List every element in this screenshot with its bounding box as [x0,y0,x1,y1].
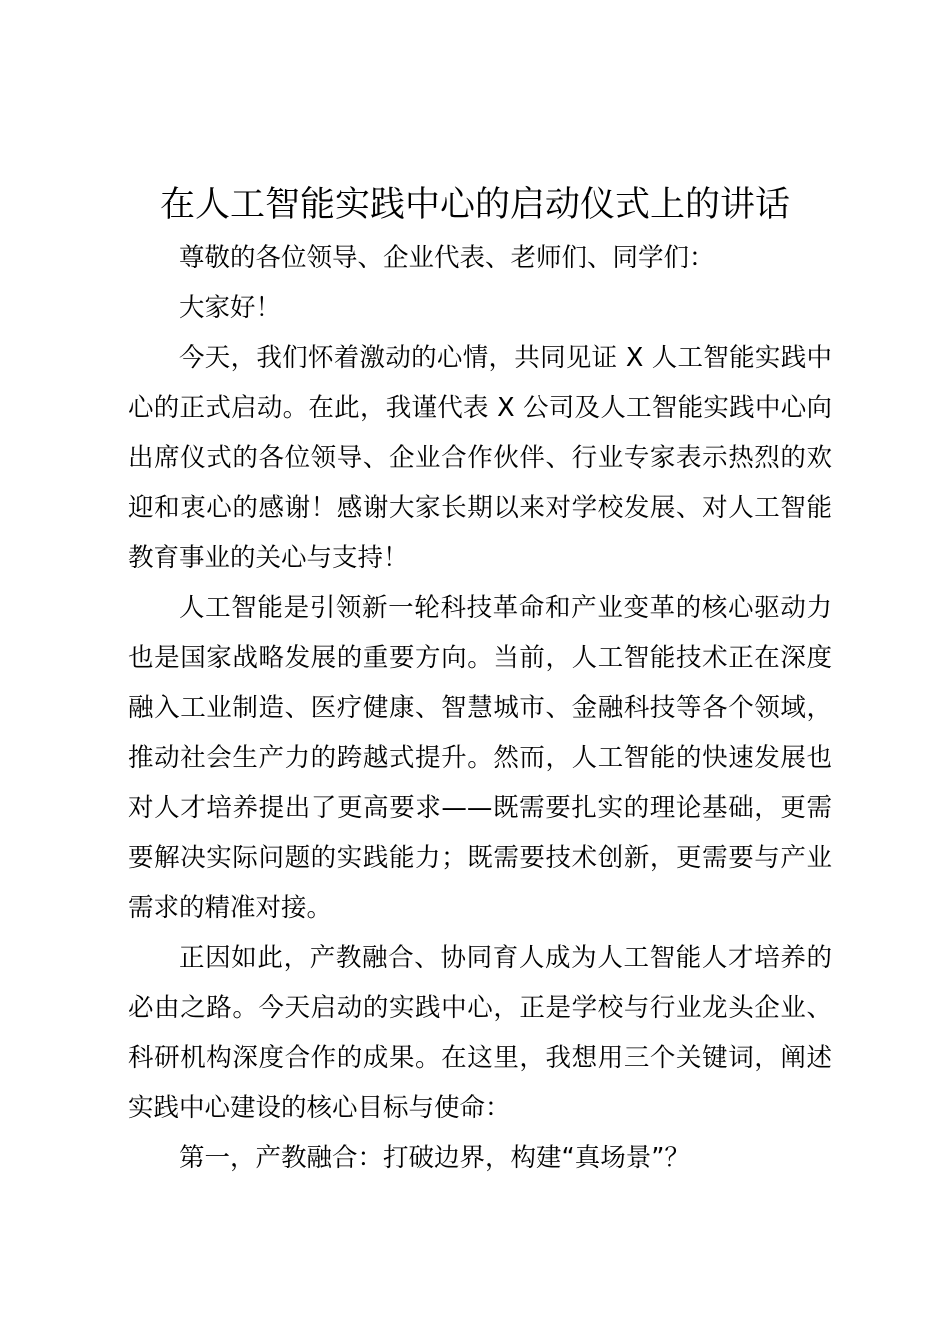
document-body [128,233,832,1183]
section-heading-paragraph: 第一，产教融合：打破边界，构建“真场景”？ [179,1143,690,1173]
document-title: 在人工智能实践中心的启动仪式上的讲话 [159,185,790,225]
greeting-paragraph: 大家好！ [179,293,282,323]
salutation-paragraph: 尊敬的各位领导、企业代表、老师们、同学们： [179,243,715,273]
body-paragraph: 人工智能是引领新一轮科技革命和产业变革的核心驱动力也是国家战略发展的重要方向。当前，人工智能技术正在深度融入工业制造、医疗健康、智慧城市、金融科技等各个领域，推动社会生产力的跨越式提升。然而，人工智能的快速发展也对人才培养提出了更高要求——既需要扎实的理论基础，更需要解决实际问题的实践能力；既需要技术创新，更需要与产业需求的精准对接。 [128,593,832,923]
body-paragraph: 今天，我们怀着激动的心情，共同见证 X 人工智能实践中心的正式启动。在此，我谨代表 X 公司及人工智能实践中心向出席仪式的各位领导、企业合作伙伴、行业专家表示热烈的欢迎和衷心的感谢！感谢大家长期以来对学校发展、对人工智能教育事业的关心与支持！ [128,343,832,573]
body-paragraph: 正因如此，产教融合、协同育人成为人工智能人才培养的必由之路。今天启动的实践中心，正是学校与行业龙头企业、科研机构深度合作的成果。在这里，我想用三个关键词，阐述实践中心建设的核心目标与使命： [128,943,832,1123]
